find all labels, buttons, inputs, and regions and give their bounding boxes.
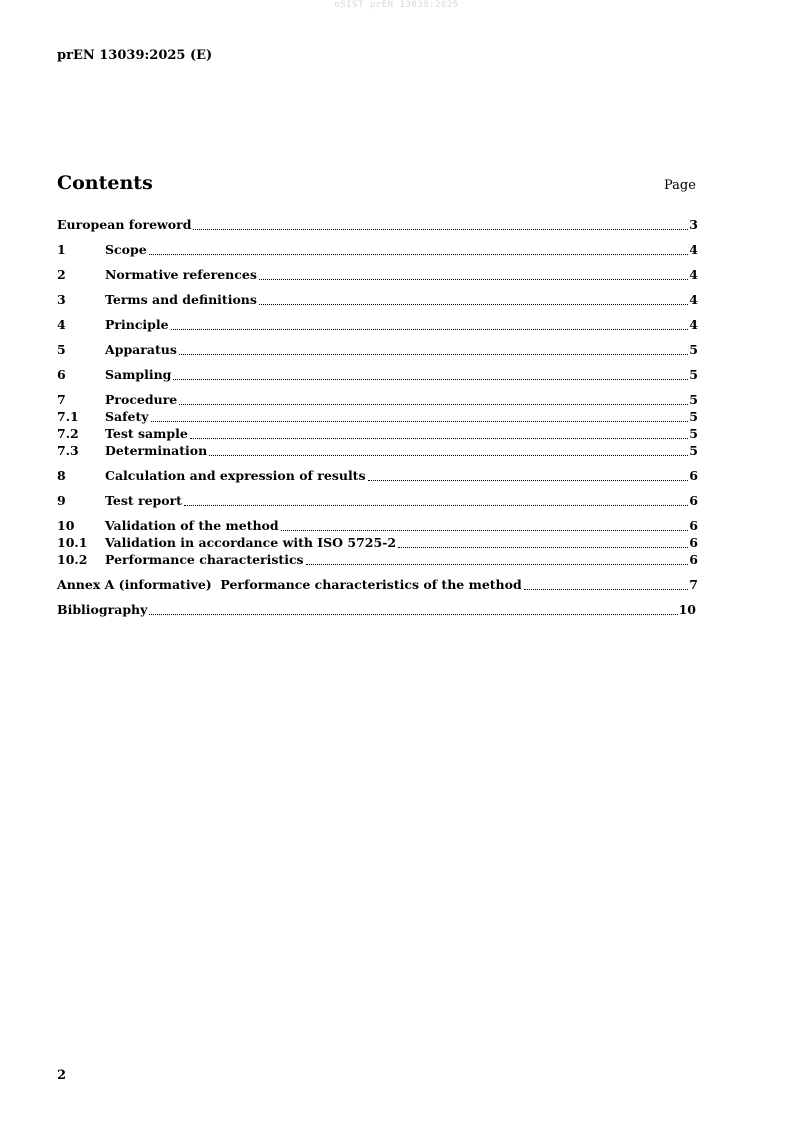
toc-entry-page: 5 — [689, 426, 698, 441]
toc-entry-9[interactable] — [57, 492, 698, 509]
toc-entry-page: 4 — [689, 317, 698, 332]
toc-entry-page: 3 — [689, 217, 698, 232]
toc-entry-number: 7.2 — [57, 426, 79, 441]
contents-heading: Contents — [57, 172, 153, 194]
toc-entry-page: 6 — [689, 535, 698, 550]
dot-leader — [179, 404, 688, 405]
toc-entry-title: Determination — [105, 443, 208, 458]
document-identifier: prEN 13039:2025 (E) — [57, 48, 213, 63]
toc-entry-number: 4 — [57, 317, 66, 332]
toc-entry-page: 7 — [689, 577, 698, 592]
toc-entry-page: 5 — [689, 392, 698, 407]
toc-entry-page: 5 — [689, 367, 698, 382]
toc-entry-page: 4 — [689, 267, 698, 282]
toc-entry-title: Test sample — [105, 426, 188, 441]
toc-entry-7-1[interactable] — [57, 408, 698, 425]
toc-entry-page: 6 — [689, 552, 698, 567]
toc-entry-6[interactable] — [57, 366, 698, 383]
toc-entry-title: Apparatus — [105, 342, 177, 357]
toc-entry-page: 6 — [689, 468, 698, 483]
toc-entry-5[interactable] — [57, 341, 698, 358]
dot-leader — [368, 480, 689, 481]
toc-entry-number: 5 — [57, 342, 66, 357]
toc-entry-7-2[interactable] — [57, 425, 698, 442]
dot-leader — [179, 354, 688, 355]
page-number: 2 — [57, 1068, 67, 1083]
dot-leader — [398, 547, 688, 548]
toc-entry-title: Validation in accordance with ISO 5725-2 — [105, 535, 397, 550]
toc-entry-title: Terms and definitions — [105, 292, 257, 307]
toc-entry-title: Test report — [105, 493, 182, 508]
toc-entry-title: European foreword — [57, 217, 192, 232]
dot-leader — [306, 564, 689, 565]
dot-leader — [190, 438, 689, 439]
toc-entry-7[interactable] — [57, 391, 698, 408]
toc-entry-title: Bibliography — [57, 602, 148, 617]
toc-entry-title: Sampling — [105, 367, 172, 382]
toc-entry-title: Principle — [105, 317, 169, 332]
toc-entry-title: Safety — [105, 409, 149, 424]
toc-entry-number: 1 — [57, 242, 66, 257]
dot-leader — [151, 421, 689, 422]
toc-entry-number: 9 — [57, 493, 66, 508]
toc-entry-10-1[interactable] — [57, 534, 698, 551]
toc-entry-page: 4 — [689, 292, 698, 307]
table-of-contents — [57, 216, 698, 618]
toc-entry-10-2[interactable] — [57, 551, 698, 568]
toc-entry-page: 5 — [689, 443, 698, 458]
toc-entry-title: Scope — [105, 242, 147, 257]
toc-entry-page: 5 — [689, 342, 698, 357]
toc-entry-page: 6 — [689, 493, 698, 508]
toc-entry-number: 10.2 — [57, 552, 88, 567]
dot-leader — [149, 614, 677, 615]
page-column-heading: Page — [664, 178, 696, 193]
dot-leader — [171, 329, 689, 330]
toc-entry-page: 5 — [689, 409, 698, 424]
toc-entry-8[interactable] — [57, 467, 698, 484]
dot-leader — [173, 379, 688, 380]
dot-leader — [209, 455, 688, 456]
dot-leader — [281, 530, 689, 531]
toc-entry-4[interactable] — [57, 316, 698, 333]
dot-leader — [149, 254, 689, 255]
toc-entry-number: 7 — [57, 392, 66, 407]
toc-entry-page: 10 — [678, 602, 696, 617]
toc-entry-title: Annex A (informative) Performance characteristics of the method — [57, 577, 522, 592]
toc-entry-number: 2 — [57, 267, 66, 282]
toc-entry-1[interactable] — [57, 241, 698, 258]
toc-entry-number: 8 — [57, 468, 66, 483]
toc-entry-number: 7.3 — [57, 443, 79, 458]
toc-entry-number: 6 — [57, 367, 66, 382]
dot-leader — [259, 279, 688, 280]
toc-entry-annex-a[interactable] — [57, 576, 698, 593]
toc-entry-title: Validation of the method — [105, 518, 279, 533]
dot-leader — [184, 505, 688, 506]
toc-entry-page: 4 — [689, 242, 698, 257]
toc-entry-title: Normative references — [105, 267, 257, 282]
dot-leader — [259, 304, 688, 305]
toc-entry-foreword[interactable] — [57, 216, 698, 233]
watermark: oSIST prEN 13039:2025 — [334, 0, 459, 10]
toc-entry-title: Calculation and expression of results — [105, 468, 366, 483]
toc-entry-number: 7.1 — [57, 409, 79, 424]
toc-entry-2[interactable] — [57, 266, 698, 283]
toc-entry-number: 10 — [57, 518, 75, 533]
toc-entry-10[interactable] — [57, 517, 698, 534]
toc-entry-7-3[interactable] — [57, 442, 698, 459]
toc-entry-title: Performance characteristics — [105, 552, 304, 567]
toc-entry-number: 10.1 — [57, 535, 88, 550]
dot-leader — [193, 229, 688, 230]
toc-entry-title: Procedure — [105, 392, 178, 407]
dot-leader — [524, 589, 689, 590]
toc-entry-number: 3 — [57, 292, 66, 307]
toc-entry-bibliography[interactable] — [57, 601, 698, 618]
toc-entry-3[interactable] — [57, 291, 698, 308]
toc-entry-page: 6 — [689, 518, 698, 533]
